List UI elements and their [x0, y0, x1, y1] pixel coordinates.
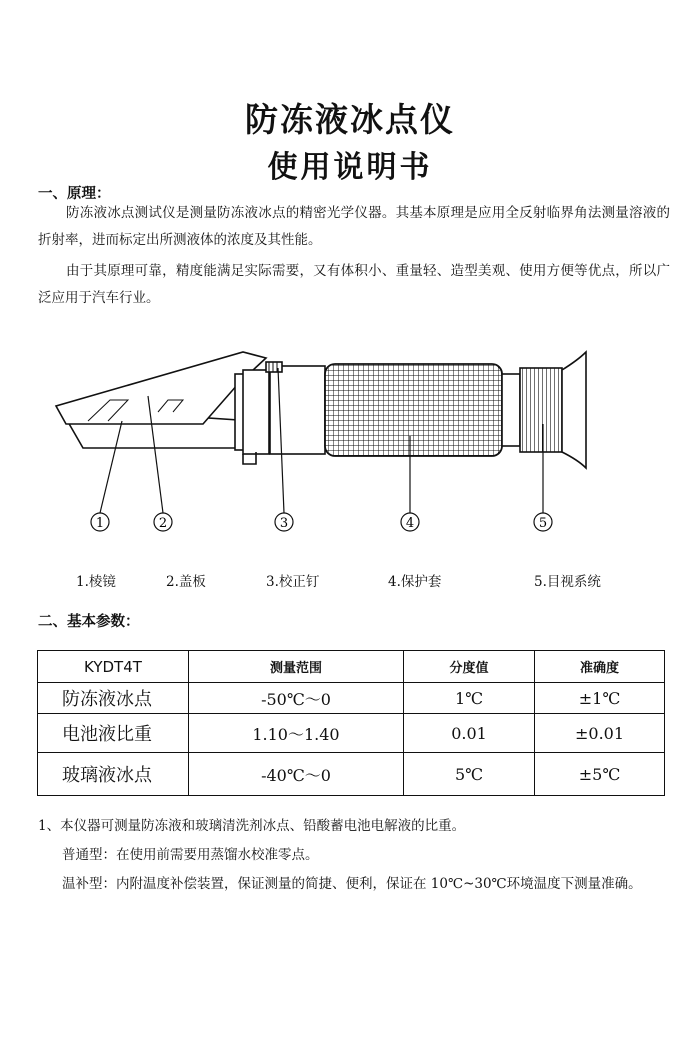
callout-3-number: 3	[279, 516, 289, 531]
part-label-protective-sleeve: 4.保护套	[388, 574, 442, 590]
document-subtitle: 使用说明书	[267, 150, 433, 185]
refractometer-outline	[56, 352, 586, 468]
section-heading-principle: 一、原理：	[38, 186, 111, 202]
table-header-range: 测量范围	[189, 651, 404, 683]
document-title: 防冻液冰点仪	[245, 100, 455, 139]
principle-paragraph-2: 由于其原理可靠，精度能满足实际需要，又有体积小、重量轻、造型美观、使用方便等优点，所以广泛应用于汽车行业。	[38, 263, 670, 306]
parameters-table	[37, 650, 665, 796]
callout-markers	[91, 513, 552, 531]
table-header-model: KYDT4T	[38, 651, 189, 683]
section-heading-parameters: 二、基本参数：	[38, 614, 140, 630]
table-cell-range: -40℃～0	[189, 753, 404, 796]
note-line-1: 1、本仪器可测量防冻液和玻璃清洗剂冰点、铅酸蓄电池电解液的比重。	[38, 818, 466, 834]
table-cell-division: 0.01	[404, 714, 535, 753]
table-cell-item: 电池液比重	[38, 714, 189, 753]
callout-4-number: 4	[405, 516, 415, 531]
table-header-division: 分度值	[404, 651, 535, 683]
table-cell-division: 1℃	[404, 683, 535, 714]
table-cell-range: 1.10～1.40	[189, 714, 404, 753]
table-row	[38, 753, 665, 796]
table-cell-item: 防冻液冰点	[38, 683, 189, 714]
callout-5-number: 5	[538, 516, 548, 531]
callout-1-number: 1	[95, 516, 105, 531]
callout-2-number: 2	[158, 516, 168, 531]
table-cell-accuracy: ±1℃	[535, 683, 665, 714]
part-label-eyepiece-system: 5.目视系统	[534, 574, 601, 590]
table-row	[38, 714, 665, 753]
table-row	[38, 683, 665, 714]
notes-section	[38, 812, 670, 899]
note-line-standard: 普通型：在使用前需要用蒸馏水校准零点。	[62, 847, 319, 863]
part-label-prism: 1.棱镜	[76, 574, 116, 590]
part-label-calibration-screw: 3.校正钉	[266, 574, 320, 590]
part-label-cover-plate: 2.盖板	[166, 574, 206, 590]
table-header-row	[38, 651, 665, 683]
refractometer-diagram	[38, 340, 668, 550]
table-cell-range: -50℃～0	[189, 683, 404, 714]
principle-paragraph-1: 防冻液冰点测试仪是测量防冻液冰点的精密光学仪器。其基本原理是应用全反射临界角法测量溶液的折射率，进而标定出所测液体的浓度及其性能。	[38, 205, 670, 248]
table-header-accuracy: 准确度	[535, 651, 665, 683]
table-cell-division: 5℃	[404, 753, 535, 796]
table-cell-accuracy: ±5℃	[535, 753, 665, 796]
table-cell-item: 玻璃液冰点	[38, 753, 189, 796]
table-cell-accuracy: ±0.01	[535, 714, 665, 753]
note-line-temp-compensated: 温补型：内附温度补偿装置，保证测量的简捷、便利，保证在 10℃~30℃环境温度下测量准确。	[62, 876, 642, 892]
